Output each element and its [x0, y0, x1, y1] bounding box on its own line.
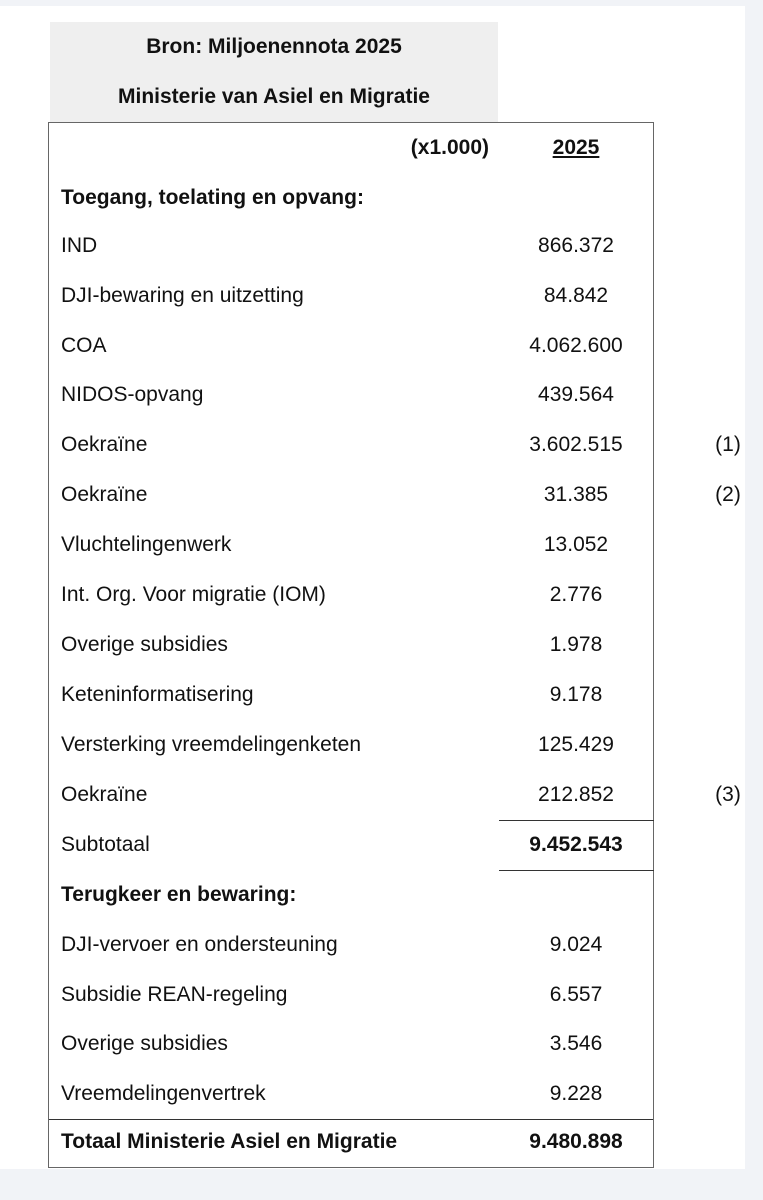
table-caption [50, 22, 498, 122]
table-row [49, 970, 655, 1020]
footnote-marker: (3) [715, 783, 741, 806]
table-row [49, 920, 655, 970]
total-value: 9.480.898 [529, 1130, 623, 1153]
table-row [49, 420, 741, 470]
row-value: 3.546 [549, 1032, 603, 1055]
row-label: Oekraïne [61, 483, 148, 506]
total-row [49, 1119, 655, 1167]
table-row [49, 370, 655, 420]
table-row [49, 670, 655, 720]
row-value: 13.052 [543, 533, 609, 556]
subtotal-row [49, 820, 655, 870]
table-row [49, 1069, 655, 1119]
row-value: 6.557 [549, 983, 603, 1006]
section-heading [49, 173, 655, 223]
section2-heading: Terugkeer en bewaring: [61, 883, 297, 906]
row-label: Oekraïne [61, 783, 148, 806]
row-value: 84.842 [543, 284, 609, 307]
table-row [49, 321, 655, 371]
row-label: Vreemdelingenvertrek [61, 1082, 266, 1105]
row-value: 31.385 [543, 483, 609, 506]
footnote-marker: (1) [715, 433, 741, 456]
section-heading [49, 870, 655, 920]
row-value: 9.228 [549, 1082, 603, 1105]
footnote-marker: (2) [715, 483, 741, 506]
row-value: 3.602.515 [529, 433, 623, 456]
unit-label: (x1.000) [410, 136, 489, 159]
row-value: 2.776 [549, 583, 603, 606]
table-row [49, 770, 741, 820]
table-row [49, 470, 741, 520]
row-label: DJI-vervoer en ondersteuning [61, 933, 338, 956]
budget-table [48, 122, 741, 1168]
table-row [49, 570, 655, 620]
total-label: Totaal Ministerie Asiel en Migratie [61, 1130, 398, 1153]
row-label: DJI-bewaring en uitzetting [61, 284, 304, 307]
row-value: 125.429 [538, 733, 614, 756]
row-value: 212.852 [538, 783, 614, 806]
row-value: 439.564 [538, 383, 614, 406]
row-value: 9.024 [549, 933, 603, 956]
subtotal-value: 9.452.543 [529, 833, 623, 856]
table-row [49, 1019, 655, 1069]
row-label: Subsidie REAN-regeling [61, 983, 288, 1006]
row-label: Vluchtelingenwerk [61, 533, 232, 556]
table-row [49, 620, 655, 670]
row-label: Overige subsidies [61, 1032, 228, 1055]
table-header-row [49, 123, 655, 173]
table-row [49, 720, 655, 770]
row-value: 9.178 [549, 683, 603, 706]
table-row [49, 271, 655, 321]
row-label: IND [61, 234, 98, 257]
row-label: Overige subsidies [61, 633, 228, 656]
row-value: 4.062.600 [529, 334, 623, 357]
row-label: NIDOS-opvang [61, 383, 204, 406]
ministry-line: Ministerie van Asiel en Migratie [118, 85, 430, 108]
row-label: Oekraïne [61, 433, 148, 456]
row-label: Int. Org. Voor migratie (IOM) [61, 583, 326, 606]
row-label: Versterking vreemdelingenketen [61, 733, 362, 756]
row-label: COA [61, 334, 107, 357]
section1-heading: Toegang, toelating en opvang: [61, 186, 364, 209]
subtotal-label: Subtotaal [61, 833, 150, 856]
table-row [49, 520, 655, 570]
table-row [49, 221, 655, 271]
row-label: Keteninformatisering [61, 683, 254, 706]
source-line: Bron: Miljoenennota 2025 [146, 35, 402, 58]
row-value: 1.978 [549, 633, 603, 656]
year-header: 2025 [552, 136, 600, 159]
row-value: 866.372 [538, 234, 614, 257]
